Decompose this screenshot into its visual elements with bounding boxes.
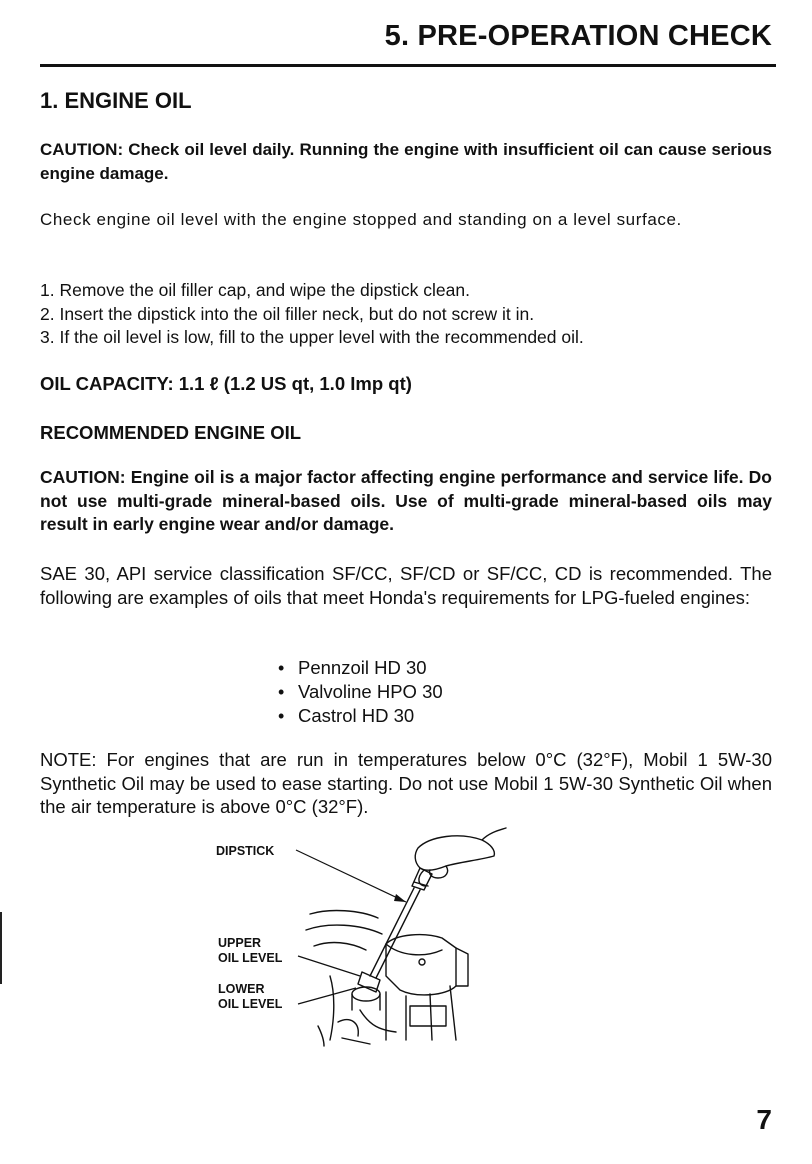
oil-item: • Pennzoil HD 30 [278,656,443,680]
oil-list [278,656,443,728]
caution-oil [40,466,772,537]
caution-label: CAUTION: [40,140,124,159]
dipstick-label: DIPSTICK [216,844,275,858]
page-header [40,18,776,67]
page-number: 7 [756,1104,772,1135]
oil-item: • Castrol HD 30 [278,704,443,728]
step-item: 2. Insert the dipstick into the oil filler neck, but do not screw it in. [40,303,535,324]
caution-text: Engine oil is a major factor affecting engine performance and service life. Do not use multi-grade mineral-based oils. Use of multi-grade mineral-based oils may result in early engine wear and/or damage. [40,467,772,534]
steps-list [40,279,772,350]
caution-daily [40,138,772,186]
caution-label: CAUTION: [40,467,126,487]
caution-text: Check oil level daily. Running the engine with insufficient oil can cause serious engine damage. [40,140,772,183]
section-title: 1. ENGINE OIL [40,88,192,113]
recommended-heading: RECOMMENDED ENGINE OIL [40,422,302,443]
lower-label-line: LOWER [218,982,265,996]
scan-edge-mark [0,912,2,984]
lower-oil-level-label [218,982,282,1012]
upper-label-line: OIL LEVEL [218,951,283,965]
lower-label-line: OIL LEVEL [218,997,283,1011]
dipstick-illustration [210,826,510,1050]
note-paragraph: NOTE: For engines that are run in temperatures below 0°C (32°F), Mobil 1 5W-30 Synthetic Oil may be used to ease starting. Do not use Mobil 1 5W-30 Synthetic Oil when the air temperature is above 0°C (32°F). [40,749,772,817]
check-instruction: Check engine oil level with the engine stopped and standing on a level surface. [40,210,682,229]
step-item: 1. Remove the oil filler cap, and wipe the dipstick clean. [40,280,470,300]
upper-label-line: UPPER [218,936,262,950]
oil-capacity: OIL CAPACITY: 1.1 ℓ (1.2 US qt, 1.0 Imp qt) [40,373,412,394]
oil-item: • Valvoline HPO 30 [278,680,443,704]
upper-oil-level-label [218,936,282,966]
sae-paragraph: SAE 30, API service classification SF/CC, SF/CD or SF/CC, CD is recommended. The following are examples of oils that meet Honda's requirements for LPG-fueled engines: [40,563,772,608]
page-title: 5. PRE-OPERATION CHECK [384,20,772,52]
step-item: 3. If the oil level is low, fill to the upper level with the recommended oil. [40,327,584,347]
